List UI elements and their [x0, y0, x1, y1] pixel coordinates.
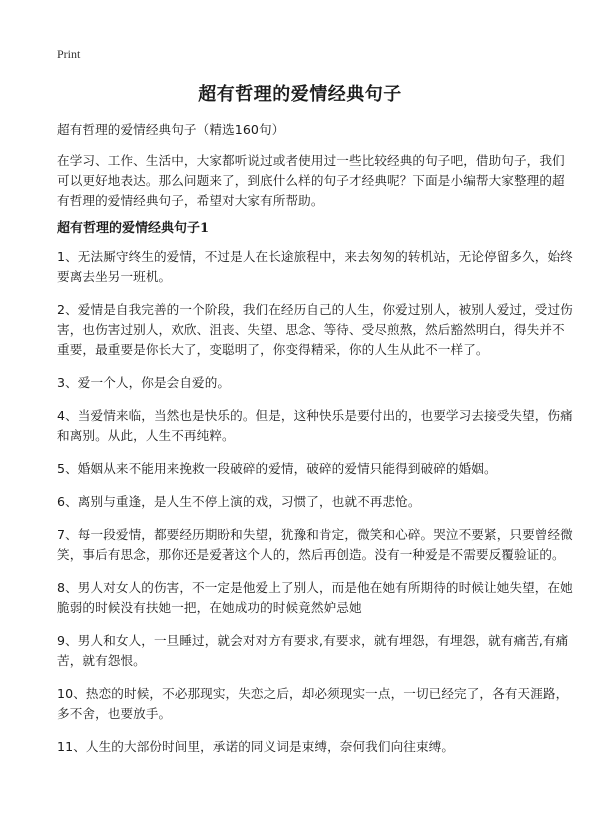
quote-item: 11、人生的大部份时间里，承诺的同义词是束缚，奈何我们向往束缚。	[57, 739, 455, 754]
quote-item: 7、每一段爱情，都要经历期盼和失望，犹豫和肯定，微笑和心碎。哭泣不要紧，只要曾经微笑，事后有思念，那你还是爱著这个人的，然后再创造。没有一种爱是不需要反覆验证的。	[57, 527, 573, 562]
quote-item: 3、爱一个人，你是会自爱的。	[57, 375, 231, 390]
quote-item: 8、男人对女人的伤害，不一定是他爱上了别人，而是他在她有所期待的时候让她失望，在她脆弱的时候没有扶她一把，在她成功的时候竟然妒忌她	[57, 580, 573, 615]
section-heading: 超有哲理的爱情经典句子1	[57, 221, 210, 236]
quote-item: 10、热恋的时候，不必那现实，失恋之后，却必须现实一点，一切已经完了，各有天涯路，多不舍，也要放手。	[57, 686, 569, 721]
quote-item: 5、婚姻从来不能用来挽救一段破碎的爱情，破碎的爱情只能得到破碎的婚姻。	[57, 461, 497, 476]
quote-item: 2、爱情是自我完善的一个阶段，我们在经历自己的人生，你爱过别人，被别人爱过，受过伤害，也伤害过别人，欢欣、沮丧、失望、思念、等待、受尽煎熬，然后豁然明白，得失并不重要，最重要是你长大了，变聪明了，你变得精采，你的人生从此不一样了。	[57, 302, 573, 357]
quote-item: 9、男人和女人，一旦睡过，就会对对方有要求,有要求，就有埋怨，有埋怨，就有痛苦,有痛苦，就有怨恨。	[57, 633, 569, 668]
page-title: 超有哲理的爱情经典句子	[198, 84, 402, 105]
quote-item: 1、无法厮守终生的爱情，不过是人在长途旅程中，来去匆匆的转机站，无论停留多久，始终要离去坐另一班机。	[57, 249, 573, 284]
quote-item: 6、离别与重逢，是人生不停上演的戏，习惯了，也就不再悲怆。	[57, 494, 421, 509]
quote-item: 4、当爱情来临，当然也是快乐的。但是，这种快乐是要付出的，也要学习去接受失望，伤痛和离别。从此，人生不再纯粹。	[57, 408, 573, 443]
quote-list	[57, 247, 577, 770]
intro-paragraph: 在学习、工作、生活中，大家都听说过或者使用过一些比较经典的句子吧，借助句子，我们可以更好地表达。那么问题来了，到底什么样的句子才经典呢？下面是小编帮大家整理的超有哲理的爱情经典句子，希望对大家有所帮助。	[57, 153, 565, 208]
print-link[interactable]: Print	[57, 47, 81, 61]
subtitle: 超有哲理的爱情经典句子（精选160句）	[57, 122, 285, 137]
